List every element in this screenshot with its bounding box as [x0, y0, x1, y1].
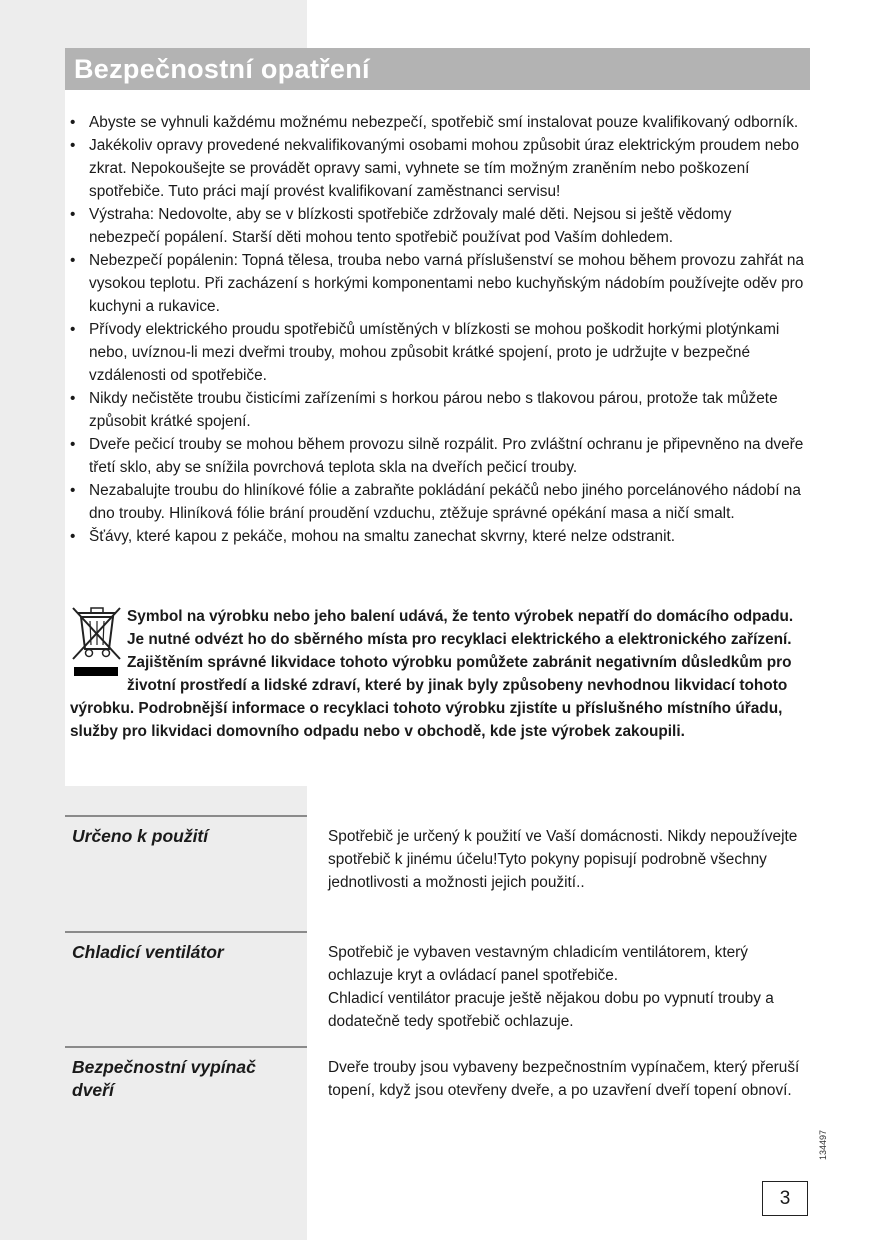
document-code: 134497	[818, 1129, 828, 1160]
list-item: • Dveře pečicí trouby se mohou během provozu silně rozpálit. Pro zvláštní ochranu je připevněno na dveře třetí sklo, aby se snížila povrchová teplota skla na dveřích pečicí trouby.	[68, 433, 804, 479]
list-item: • Nezabalujte troubu do hliníkové fólie a zabraňte pokládání pekáčů nebo jiného porcelánového nádobí na dno trouby. Hliníková fólie brání proudění vzduchu, ztěžuje správné opékání masa a ničí smalt.	[68, 479, 804, 525]
section-body	[328, 941, 808, 1033]
weee-notice-text: Symbol na výrobku nebo jeho balení udává, že tento výrobek nepatří do domácího odpadu. Je nutné odvézt ho do sběrného místa pro recyklaci elektrického a elektronického zařízení. Zajištěním správné likvidace tohoto výrobku pomůžete zabránit negativním důsledkům pro životní prostředí a lidské zdraví, které by jinak byly způsobeny nevhodnou likvidací tohoto výrobku. Podrobnější informace o recyklaci tohoto výrobku zjistíte u příslušného místního úřadu, služby pro likvidaci domovního odpadu nebo v obchodě, kde jste výrobek zakoupili.	[70, 608, 794, 740]
list-item: • Abyste se vyhnuli každému možnému nebezpečí, spotřebič smí instalovat pouze kvalifikovaný odborník.	[68, 111, 804, 134]
page-title: Bezpečnostní opatření	[74, 54, 370, 84]
list-item: • Přívody elektrického proudu spotřebičů umístěných v blízkosti se mohou poškodit horkými plotýnkami nebo, uvíznou-li mezi dveřmi trouby, mohou způsobit krátké spojení, proto je udržujte v bezpečné vzdálenosti od spotřebiče.	[68, 318, 804, 387]
list-item: • Nebezpečí popálenin: Topná tělesa, trouba nebo varná příslušenství se mohou během provozu zahřát na vysokou teplotu. Při zacházení s horkými komponentami nebo kuchyňským nádobím používejte oděv pro kuchyni a rukavice.	[68, 249, 804, 318]
section-body	[328, 1056, 808, 1102]
section-divider	[65, 931, 307, 933]
section-divider	[65, 815, 307, 817]
crossed-out-wheelie-bin-icon	[70, 605, 122, 680]
page-number: 3	[762, 1181, 808, 1216]
list-item: • Nikdy nečistěte troubu čisticími zařízeními s horkou párou nebo s tlakovou párou, protože tak můžete způsobit krátké spojení.	[68, 387, 804, 433]
list-item: • Výstraha: Nedovolte, aby se v blízkosti spotřebiče zdržovaly malé děti. Nejsou si ještě vědomy nebezpečí popálení. Starší děti mohou tento spotřebič používat pod Vaším dohledem.	[68, 203, 804, 249]
section-title: Určeno k použití	[72, 826, 209, 846]
weee-notice	[70, 605, 806, 743]
section-paragraph: Chladicí ventilátor pracuje ještě nějakou dobu po vypnutí trouby a dodatečně tedy spotřebič ochlazuje.	[328, 990, 774, 1030]
section-title: Bezpečnostní vypínač dveří	[72, 1057, 256, 1100]
list-item: • Šťávy, které kapou z pekáče, mohou na smaltu zanechat skvrny, které nelze odstranit.	[68, 525, 804, 548]
section-paragraph: Spotřebič je vybaven vestavným chladicím ventilátorem, který ochlazuje kryt a ovládací panel spotřebiče.	[328, 944, 748, 984]
list-item: • Jakékoliv opravy provedené nekvalifikovanými osobami mohou způsobit úraz elektrickým proudem nebo zkrat. Nepokoušejte se provádět opravy sami, vyhnete se tím možným zraněním nebo poškození spotřebiče. Tuto práci mají provést kvalifikovaní zaměstnanci servisu!	[68, 134, 804, 203]
title-bar	[65, 48, 810, 90]
section-paragraph: Spotřebič je určený k použití ve Vaší domácnosti. Nikdy nepoužívejte spotřebič k jinému účelu!Tyto pokyny popisují podrobně všechny jednotlivosti a možnosti jejich použití..	[328, 828, 798, 891]
safety-list	[68, 111, 804, 548]
section-title: Chladicí ventilátor	[72, 942, 224, 962]
section-paragraph: Dveře trouby jsou vybaveny bezpečnostním vypínačem, který přeruší topení, když jsou otevřeny dveře, a po uzavření dveří topení obnoví.	[328, 1059, 800, 1099]
section-divider	[65, 1046, 307, 1048]
section-body	[328, 825, 808, 894]
